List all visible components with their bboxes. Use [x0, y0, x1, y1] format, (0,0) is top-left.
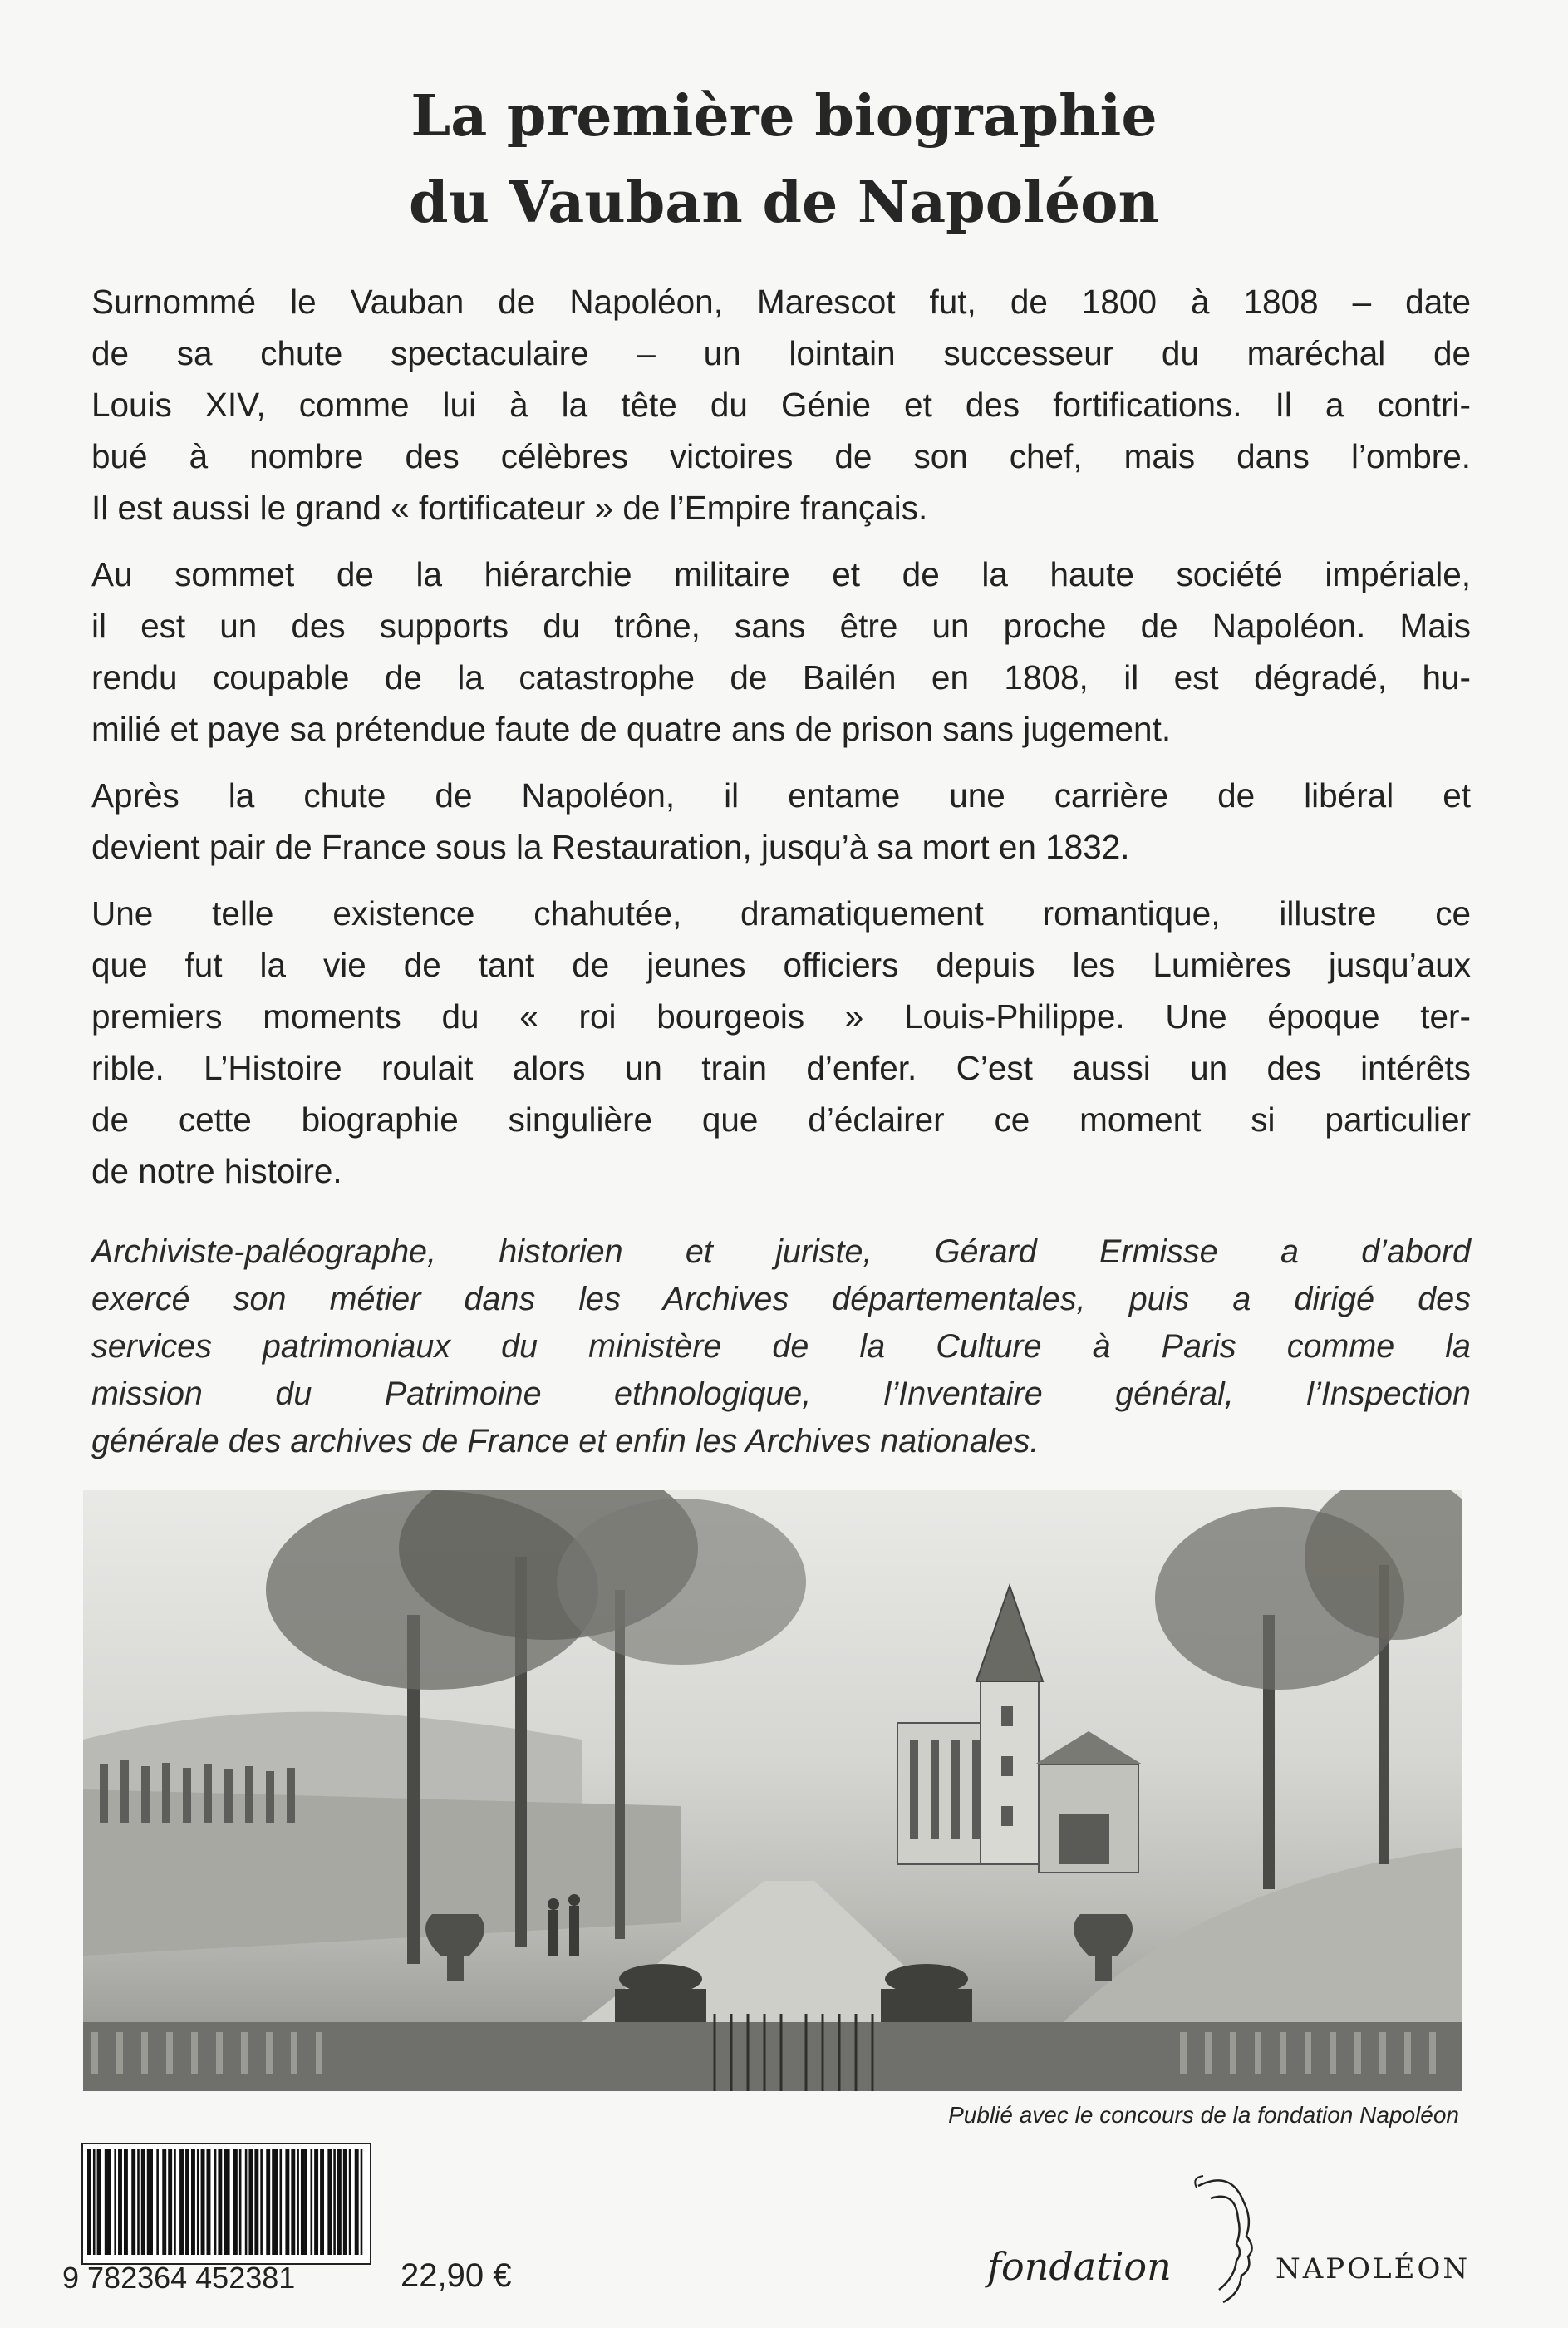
- barcode-bar: [174, 2149, 176, 2255]
- barcode-bar: [143, 2149, 145, 2255]
- barcode-bar: [233, 2149, 236, 2255]
- barcode-bar: [355, 2149, 357, 2255]
- barcode-bar: [245, 2149, 248, 2255]
- barcode-bar: [124, 2149, 126, 2255]
- barcode-bar: [141, 2149, 144, 2255]
- text-line: premiers moments du « roi bourgeois » Louis-Philippe. Une époque ter-: [91, 997, 1471, 1036]
- barcode-bar: [301, 2149, 303, 2255]
- barcode-bar: [214, 2149, 217, 2255]
- barcode-bar: [322, 2149, 324, 2255]
- barcode-bar: [279, 2149, 282, 2255]
- barcode-bar: [118, 2149, 120, 2255]
- blurb-paragraph: [91, 770, 1471, 873]
- barcode-bar: [170, 2149, 173, 2255]
- text-line: de cette biographie singulière que d’éclairer ce moment si particulier: [91, 1100, 1471, 1139]
- barcode-bar: [168, 2149, 170, 2255]
- barcode-bar: [93, 2149, 96, 2255]
- isbn-barcode: [81, 2143, 371, 2265]
- barcode-bar: [97, 2149, 100, 2255]
- barcode-bar: [228, 2149, 230, 2255]
- plain: [83, 1789, 681, 1956]
- author-bio: [91, 1228, 1471, 1465]
- barcode-bar: [266, 2149, 268, 2255]
- barcode-bar: [137, 2149, 140, 2255]
- barcode-bar: [311, 2149, 313, 2255]
- text-line: Au sommet de la hiérarchie militaire et de la haute société impériale,: [91, 555, 1471, 593]
- text-line: rible. L’Histoire roulait alors un train d’enfer. C’est aussi un des intérêts: [91, 1049, 1471, 1087]
- barcode-bar: [226, 2149, 229, 2255]
- barcode-bar: [254, 2149, 257, 2255]
- barcode-bar: [288, 2149, 290, 2255]
- text-line: de notre histoire.: [91, 1152, 342, 1190]
- barcode-bar: [87, 2149, 90, 2255]
- text-line: il est un des supports du trône, sans être un proche de Napoléon. Mais: [91, 607, 1471, 645]
- isbn-digits: 9 782364 452381: [62, 2261, 296, 2295]
- profile-heads-icon: [1173, 2169, 1273, 2311]
- blurb-text: [91, 276, 1471, 1212]
- barcode-bar: [114, 2149, 116, 2255]
- barcode-bar: [361, 2149, 363, 2255]
- barcode-bar: [343, 2149, 346, 2255]
- barcode-bar: [156, 2149, 159, 2255]
- text-line: milié et paye sa prétendue faute de quatre ans de prison sans jugement.: [91, 710, 1172, 748]
- barcode-bar: [89, 2149, 91, 2255]
- bio-line: exercé son métier dans les Archives départementales, puis a dirigé des: [91, 1281, 1471, 1317]
- text-line: Après la chute de Napoléon, il entame une carrière de libéral et: [91, 776, 1471, 815]
- text-line: que fut la vie de tant de jeunes officiers depuis les Lumières jusqu’aux: [91, 946, 1471, 984]
- bio-line: mission du Patrimoine ethnologique, l’Inventaire général, l’Inspection: [91, 1376, 1471, 1412]
- barcode-bar: [272, 2149, 274, 2255]
- barcode-bar: [207, 2149, 209, 2255]
- text-line: Louis XIV, comme lui à la tête du Génie et des fortifications. Il a contri-: [91, 386, 1471, 424]
- text-line: bué à nombre des célèbres victoires de son chef, mais dans l’ombre.: [91, 437, 1471, 475]
- barcode-bar: [276, 2149, 278, 2255]
- barcode-bar: [162, 2149, 165, 2255]
- barcode-bar: [203, 2149, 205, 2255]
- barcode-bar: [125, 2149, 128, 2255]
- barcode-bar: [193, 2149, 195, 2255]
- bio-line: générale des archives de France et enfin les Archives nationales.: [91, 1423, 1040, 1459]
- barcode-bar: [185, 2149, 188, 2255]
- barcode-bar: [268, 2149, 271, 2255]
- barcode-bar: [291, 2149, 293, 2255]
- blurb-paragraph: [91, 888, 1471, 1197]
- barcode-bar: [187, 2149, 189, 2255]
- barcode-bar: [251, 2149, 253, 2255]
- right-trees: [1155, 1490, 1462, 1889]
- barcode-bar: [320, 2149, 322, 2255]
- fondation-napoleon-logo: [981, 2169, 1479, 2311]
- barcode-bar: [224, 2149, 226, 2255]
- barcode-bar: [191, 2149, 194, 2255]
- chateau-engraving: [83, 1490, 1462, 2091]
- barcode-bar: [181, 2149, 184, 2255]
- publication-credit: Publié avec le concours de la fondation Napoléon: [948, 2102, 1459, 2128]
- text-line: Il est aussi le grand « fortificateur » de l’Empire français.: [91, 489, 928, 527]
- text-line: Une telle existence chahutée, dramatiquement romantique, illustre ce: [91, 894, 1471, 933]
- barcode-bar: [314, 2149, 317, 2255]
- barcode-bar: [131, 2149, 134, 2255]
- barcode-bar: [149, 2149, 151, 2255]
- barcode-bar: [106, 2149, 109, 2255]
- barcode-bar: [218, 2149, 220, 2255]
- blurb-paragraph: [91, 549, 1471, 755]
- logo-word-napoleon: NAPOLÉON: [1276, 2252, 1471, 2286]
- barcode-bar: [356, 2149, 359, 2255]
- barcode-bar: [349, 2149, 351, 2255]
- barcode-bar: [302, 2149, 305, 2255]
- text-line: rendu coupable de la catastrophe de Bailén en 1808, il est dégradé, hu-: [91, 658, 1471, 696]
- barcode-bar: [339, 2149, 342, 2255]
- barcode-bar: [209, 2149, 211, 2255]
- chateau: [897, 1586, 1143, 1873]
- engraving-illustration: [83, 1490, 1462, 2091]
- bio-line: services patrimoniaux du ministère de la Culture à Paris comme la: [91, 1328, 1471, 1365]
- barcode-bar: [330, 2149, 332, 2255]
- title-line-2: du Vauban de Napoléon: [409, 170, 1159, 236]
- price: 22,90 €: [401, 2257, 512, 2294]
- barcode-bars: [83, 2144, 366, 2260]
- barcode-bar: [108, 2149, 111, 2255]
- barcode-bar: [248, 2149, 251, 2255]
- barcode-bar: [333, 2149, 336, 2255]
- text-line: devient pair de France sous la Restauration, jusqu’à sa mort en 1832.: [91, 828, 1130, 866]
- text-line: de sa chute spectaculaire – un lointain successeur du maréchal de: [91, 334, 1471, 372]
- barcode-bar: [305, 2149, 307, 2255]
- barcode-bar: [260, 2149, 263, 2255]
- barcode-bar: [239, 2149, 242, 2255]
- blurb-paragraph: [91, 276, 1471, 534]
- barcode-bar: [120, 2149, 122, 2255]
- barcode-bar: [285, 2149, 288, 2255]
- barcode-bar: [235, 2149, 238, 2255]
- barcode-bar: [337, 2149, 340, 2255]
- barcode-bar: [220, 2149, 223, 2255]
- title-line-1: La première biographie: [410, 83, 1158, 150]
- text-line: Surnommé le Vauban de Napoléon, Marescot fut, de 1800 à 1808 – date: [91, 283, 1471, 321]
- barcode-bar: [345, 2149, 347, 2255]
- barcode-bar: [179, 2149, 182, 2255]
- barcode-bar: [327, 2149, 330, 2255]
- barcode-bar: [197, 2149, 199, 2255]
- barcode-bar: [316, 2149, 318, 2255]
- barcode-bar: [134, 2149, 136, 2255]
- book-title: [0, 73, 1568, 246]
- barcode-bar: [147, 2149, 150, 2255]
- logo-word-fondation: fondation: [987, 2244, 1172, 2289]
- barcode-bar: [150, 2149, 153, 2255]
- barcode-bar: [297, 2149, 299, 2255]
- barcode-bar: [201, 2149, 204, 2255]
- barcode-bar: [274, 2149, 277, 2255]
- barcode-bar: [105, 2149, 107, 2255]
- barcode-bar: [257, 2149, 259, 2255]
- barcode-bar: [165, 2149, 167, 2255]
- bio-line: Archiviste-paléographe, historien et juriste, Gérard Ermisse a d’abord: [91, 1233, 1471, 1270]
- barcode-bar: [99, 2149, 101, 2255]
- barcode-bar: [293, 2149, 296, 2255]
